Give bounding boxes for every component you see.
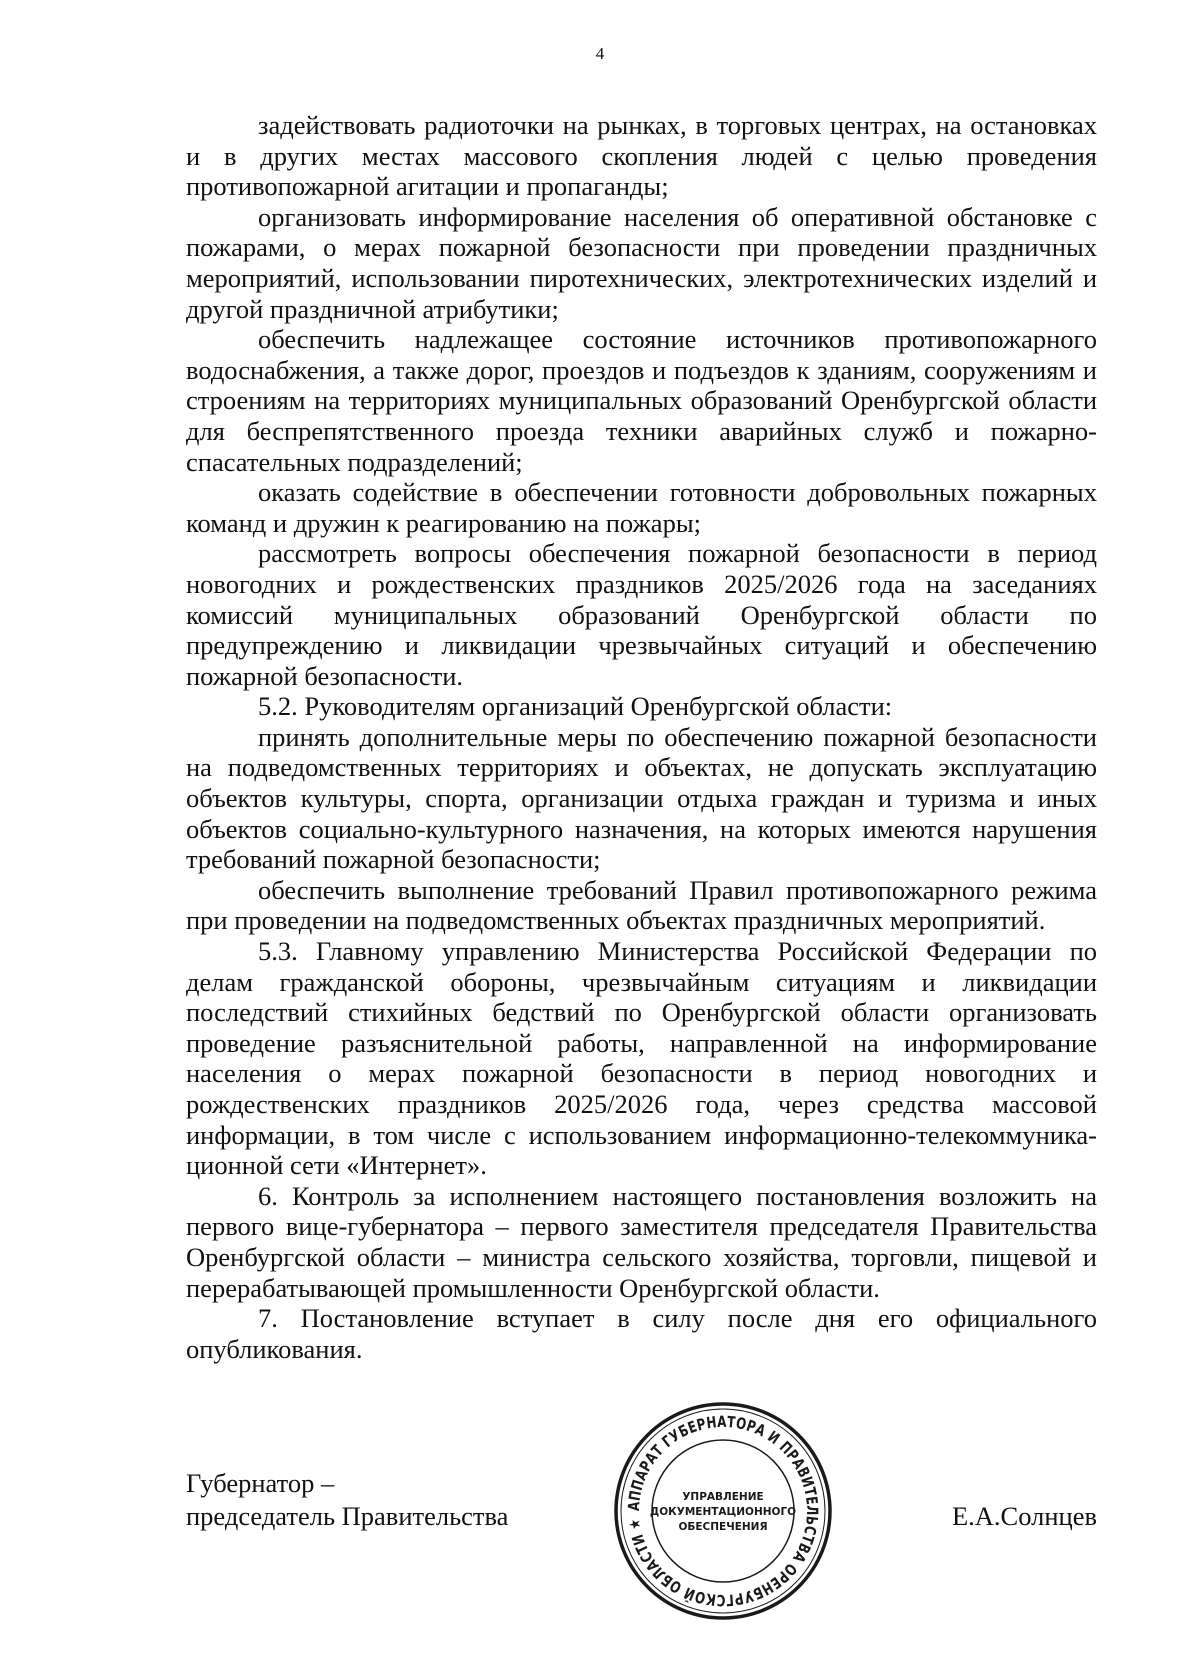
seal-center-line2: ДОКУМЕНТАЦИОННОГО	[649, 1506, 797, 1518]
paragraph: 5.2. Руководителям организаций Оренбургской области:	[258, 691, 893, 722]
seal-center-line3: ОБЕСПЕЧЕНИЯ	[678, 1521, 768, 1533]
paragraph: 5.3. Главному управлению Министерства Российской Федерации по делам гражданской обороны, чрезвычайным ситуациям и ликвидации последствий стихийных бедствий по Оренбургской области организовать проведение разъяснительной работы, направленной на информирование населения о мерах пожарной безопасности в период новогодних и рождественских праздников 2025/2026 года, через средства массовой информации, в том числе с использованием информационно-телекоммуника-ционной сети «Интернет».	[186, 936, 1097, 1181]
seal-graphic	[612, 1400, 834, 1622]
signatory-position-line1: Губернатор –	[186, 1468, 335, 1498]
official-seal	[612, 1400, 834, 1622]
paragraph: оказать содействие в обеспечении готовности добровольных пожарных команд и дружин к реагированию на пожары;	[186, 477, 1097, 538]
signatory-name: Е.А.Солнцев	[951, 1501, 1097, 1531]
paragraph: организовать информирование населения об оперативной обстановке с пожарами, о мерах пожарной безопасности при проведении праздничных мероприятий, использовании пиротехнических, электротехнических изделий и другой праздничной атрибутики;	[186, 201, 1097, 324]
seal-center-line1: УПРАВЛЕНИЕ	[682, 1491, 764, 1503]
paragraph: обеспечить надлежащее состояние источников противопожарного водоснабжения, а также дорог, проездов и подъездов к зданиям, сооружениям и строениям на территориях муниципальных образований Оренбургской области для беспрепятственного проезда техники аварийных служб и пожарно-спасательных подразделений;	[186, 324, 1097, 477]
signatory-position	[186, 1467, 508, 1533]
paragraph: задействовать радиоточки на рынках, в торговых центрах, на остановках и в других местах массового скопления людей с целью проведения противопожарной агитации и пропаганды;	[186, 110, 1097, 202]
paragraph: обеспечить выполнение требований Правил противопожарного режима при проведении на подведомственных объектах праздничных мероприятий.	[186, 874, 1097, 936]
signatory-position-line2: председатель Правительства	[186, 1501, 509, 1531]
seal-ring-textpath: АППАРАТ ГУБЕРНАТОРА И ПРАВИТЕЛЬСТВА ОРЕНБУРГСКОЙ ОБЛАСТИ ★	[624, 1412, 822, 1610]
page-number: 4	[595, 44, 605, 63]
paragraph: 6. Контроль за исполнением настоящего постановления возложить на первого вице-губернатора – первого заместителя председателя Правительства Оренбургской области – министра сельского хозяйства, торговли, пищевой и перерабатывающей промышленности Оренбургской области.	[186, 1180, 1097, 1303]
paragraph: рассмотреть вопросы обеспечения пожарной безопасности в период новогодних и рождественских праздников 2025/2026 года на заседаниях комиссий муниципальных образований Оренбургской области по предупреждению и ликвидации чрезвычайных ситуаций и обеспечению пожарной безопасности.	[186, 538, 1097, 691]
paragraph: принять дополнительные меры по обеспечению пожарной безопасности на подведомственных территориях и объектах, не допускать эксплуатацию объектов культуры, спорта, организации отдыха граждан и туризма и иных объектов социально-культурного назначения, на которых имеются нарушения требований пожарной безопасности;	[186, 721, 1097, 875]
document-body	[186, 110, 1097, 1364]
paragraph: 7. Постановление вступает в силу после дня его официального опубликования.	[186, 1303, 1097, 1364]
